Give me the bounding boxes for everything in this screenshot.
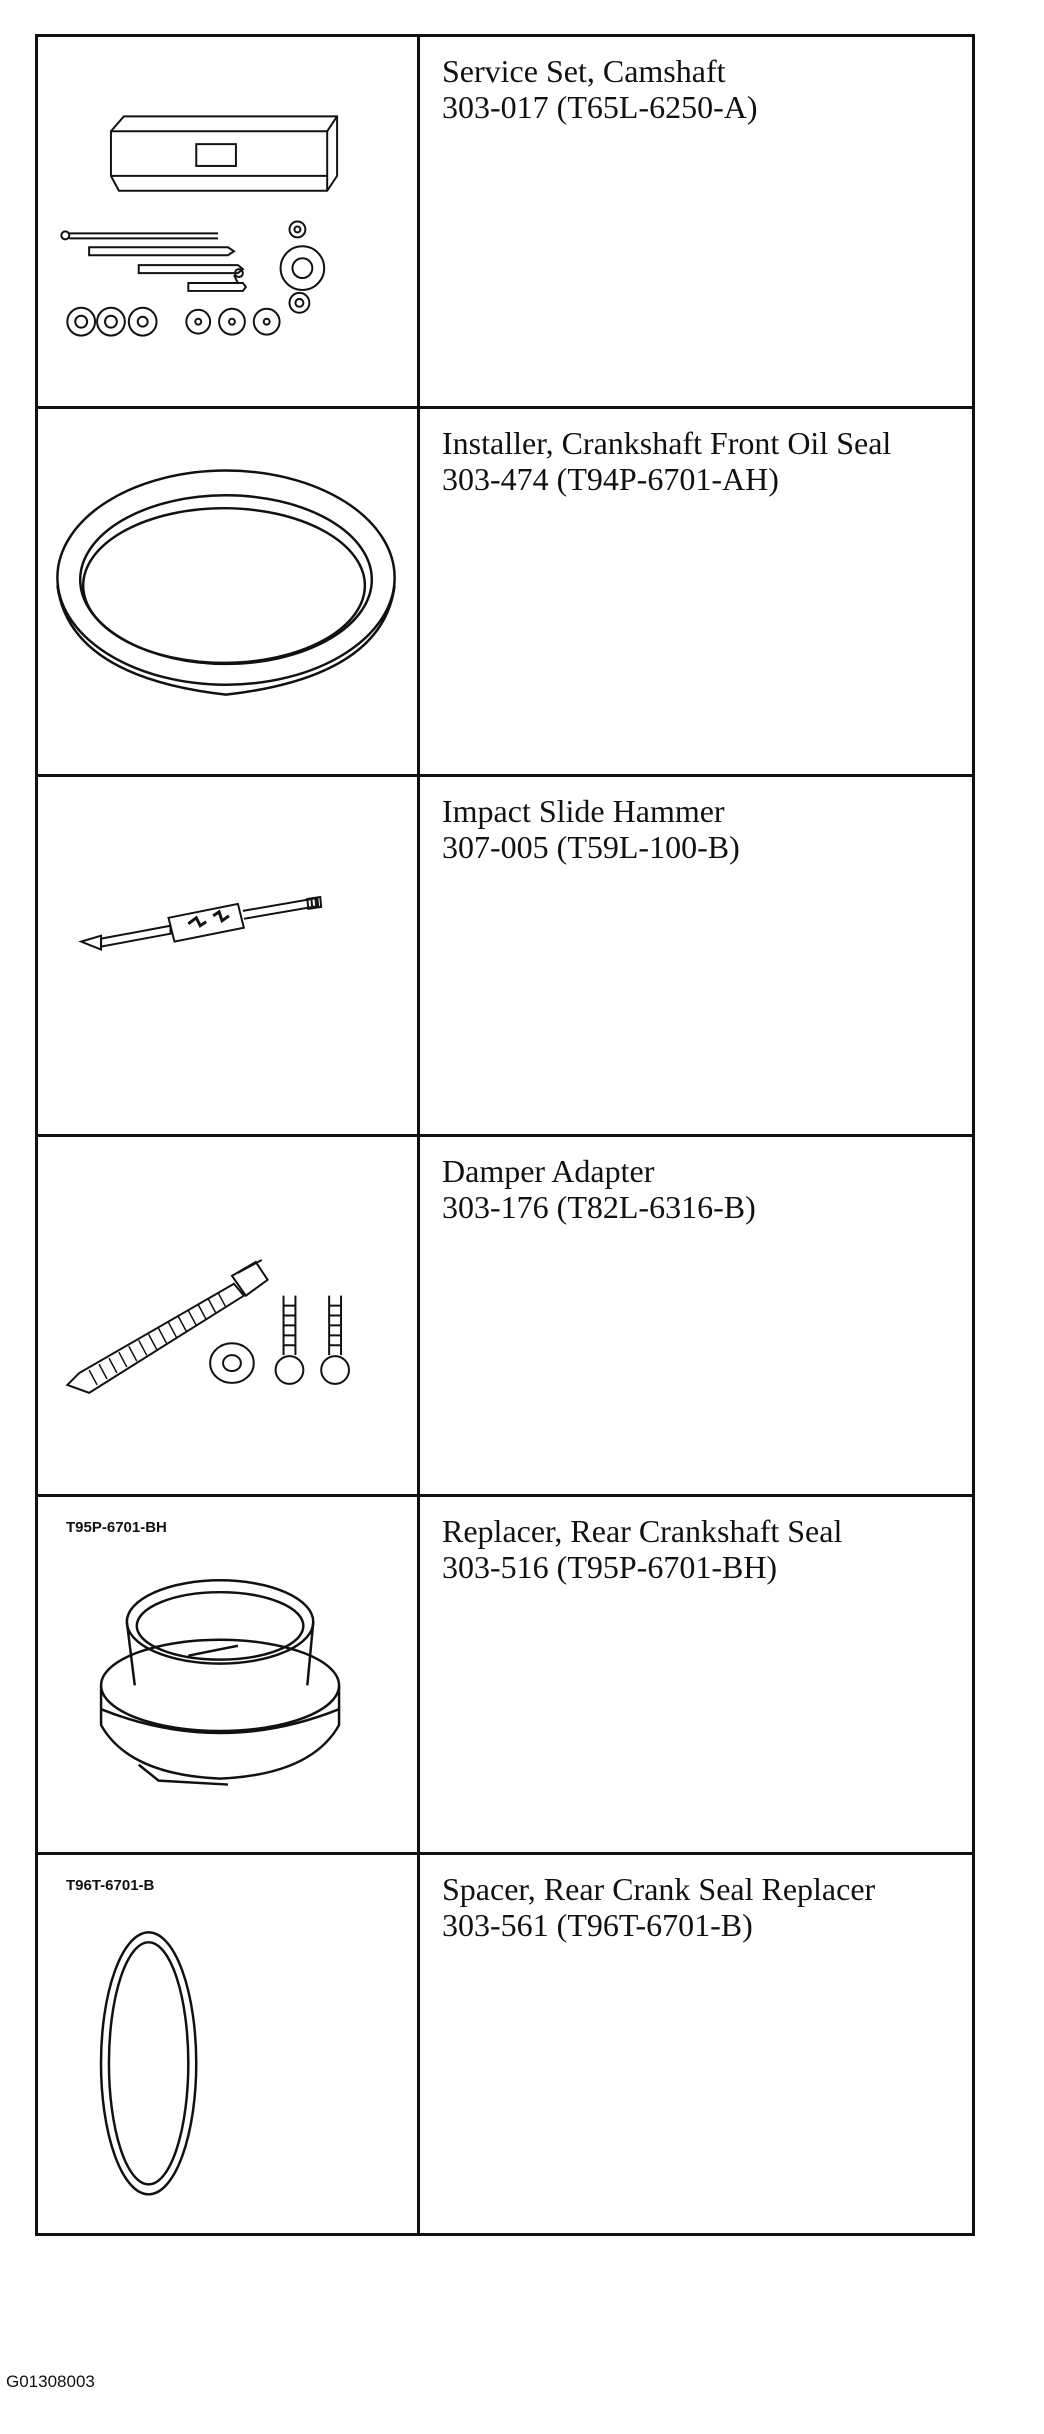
seal-spacer-icon xyxy=(38,1855,417,2233)
tool-number: 303-176 (T82L-6316-B) xyxy=(442,1189,756,1225)
tool-description-cell xyxy=(419,1136,974,1496)
slide-hammer-icon xyxy=(38,777,417,1134)
special-tools-table xyxy=(35,34,975,2236)
tool-image-label: T96T-6701-B xyxy=(66,1877,155,1894)
seal-installer-ring-icon xyxy=(38,409,417,774)
table-row xyxy=(37,408,974,776)
tool-number: 303-474 (T94P-6701-AH) xyxy=(442,461,779,497)
tool-description-cell xyxy=(419,1854,974,2235)
tool-name: Service Set, Camshaft xyxy=(442,53,726,89)
tool-name: Damper Adapter xyxy=(442,1153,655,1189)
table-row xyxy=(37,1136,974,1496)
table-row xyxy=(37,36,974,408)
tool-name: Impact Slide Hammer xyxy=(442,793,725,829)
tool-name: Replacer, Rear Crankshaft Seal xyxy=(442,1513,843,1549)
tool-description-cell xyxy=(419,1496,974,1854)
tool-image-cell xyxy=(37,1136,419,1496)
tool-image-cell xyxy=(37,1854,419,2235)
tool-image-label: T95P-6701-BH xyxy=(66,1519,167,1536)
figure-code: G01308003 xyxy=(6,2372,95,2391)
tool-description-cell xyxy=(419,776,974,1136)
tool-number: 303-561 (T96T-6701-B) xyxy=(442,1907,753,1943)
tool-number: 307-005 (T59L-100-B) xyxy=(442,829,740,865)
tool-number: 303-516 (T95P-6701-BH) xyxy=(442,1549,778,1585)
table-row xyxy=(37,1854,974,2235)
tool-description-cell xyxy=(419,408,974,776)
rear-seal-replacer-icon xyxy=(38,1497,417,1852)
tool-image-cell xyxy=(37,776,419,1136)
tool-description-cell xyxy=(419,36,974,408)
tool-image-cell xyxy=(37,1496,419,1854)
tool-name: Spacer, Rear Crank Seal Replacer xyxy=(442,1871,876,1907)
damper-adapter-icon xyxy=(38,1137,417,1494)
tool-number: 303-017 (T65L-6250-A) xyxy=(442,89,758,125)
camshaft-service-set-icon xyxy=(38,37,417,406)
tool-image-cell xyxy=(37,408,419,776)
table-row xyxy=(37,1496,974,1854)
tool-name: Installer, Crankshaft Front Oil Seal xyxy=(442,425,892,461)
tool-image-cell xyxy=(37,36,419,408)
table-row xyxy=(37,776,974,1136)
